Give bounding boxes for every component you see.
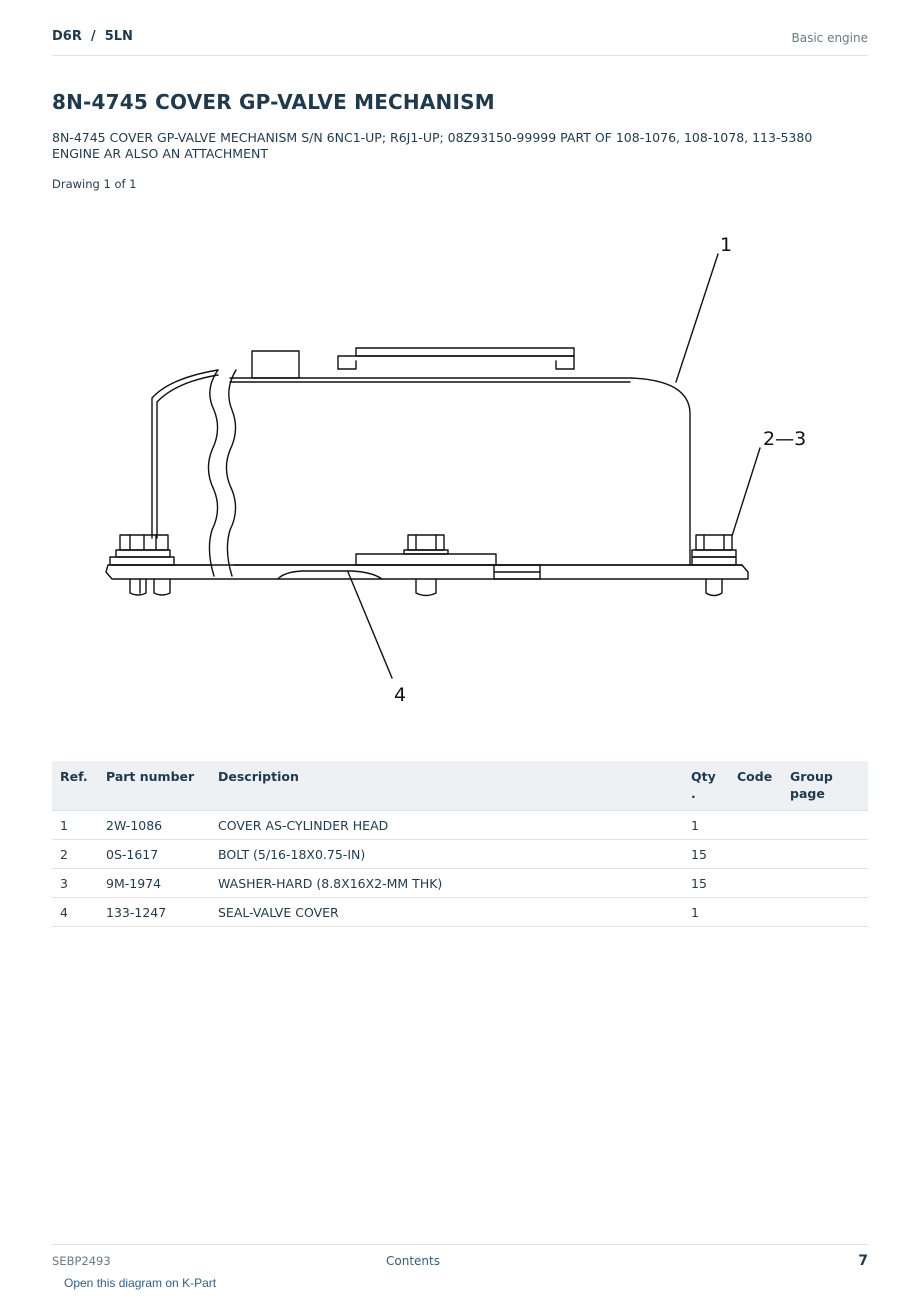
table-row [52,898,868,927]
callout-2-3: 2—3 [763,428,807,450]
parts-table-header [52,761,868,811]
cell-part-number: 133-1247 [98,898,210,927]
document-id: SEBP2493 [52,1254,111,1268]
cell-ref: 1 [52,811,98,840]
cell-qty: 15 [683,869,729,898]
cell-description: COVER AS-CYLINDER HEAD [210,811,683,840]
contents-link[interactable]: Contents [386,1254,440,1268]
breadcrumb: D6R / 5LN [52,29,133,44]
col-description: Description [210,761,683,811]
page-subtitle: 8N-4745 COVER GP-VALVE MECHANISM S/N 6NC1-UP; R6J1-UP; 08Z93150-99999 PART OF 108-1076, 108-1078, 113-5380 ENGINE AR ALSO AN ATTACHMENT [52,130,813,161]
cell-group-page [782,811,868,840]
cell-part-number: 2W-1086 [98,811,210,840]
cell-qty: 1 [683,898,729,927]
drawing-count: Drawing 1 of 1 [52,177,137,191]
page-number: 7 [858,1253,868,1269]
table-row [52,840,868,869]
cell-group-page [782,840,868,869]
cell-description: SEAL-VALVE COVER [210,898,683,927]
col-group-page: Group page [782,761,868,811]
section-name: Basic engine [791,31,868,45]
cell-group-page [782,869,868,898]
cell-code [729,840,782,869]
cell-description: WASHER-HARD (8.8X16X2-MM THK) [210,869,683,898]
cell-description: BOLT (5/16-18X0.75-IN) [210,840,683,869]
parts-drawing [52,220,868,720]
parts-table [52,761,868,927]
col-code: Code [729,761,782,811]
cell-ref: 4 [52,898,98,927]
page-header [52,29,868,56]
open-in-kpart-link[interactable]: Open this diagram on K-Part [64,1276,217,1290]
cell-code [729,898,782,927]
cell-code [729,869,782,898]
cell-part-number: 0S-1617 [98,840,210,869]
col-part-number: Part number [98,761,210,811]
col-ref: Ref. [52,761,98,811]
table-row [52,811,868,840]
callout-1: 1 [720,234,733,256]
cell-ref: 3 [52,869,98,898]
cell-group-page [782,898,868,927]
cell-qty: 15 [683,840,729,869]
valve-cover-diagram [52,220,868,720]
cell-ref: 2 [52,840,98,869]
cell-part-number: 9M-1974 [98,869,210,898]
page-title: 8N-4745 COVER GP-VALVE MECHANISM [52,90,495,114]
callout-4: 4 [394,684,407,706]
table-row [52,869,868,898]
cell-code [729,811,782,840]
col-qty: Qty . [683,761,729,811]
cell-qty: 1 [683,811,729,840]
